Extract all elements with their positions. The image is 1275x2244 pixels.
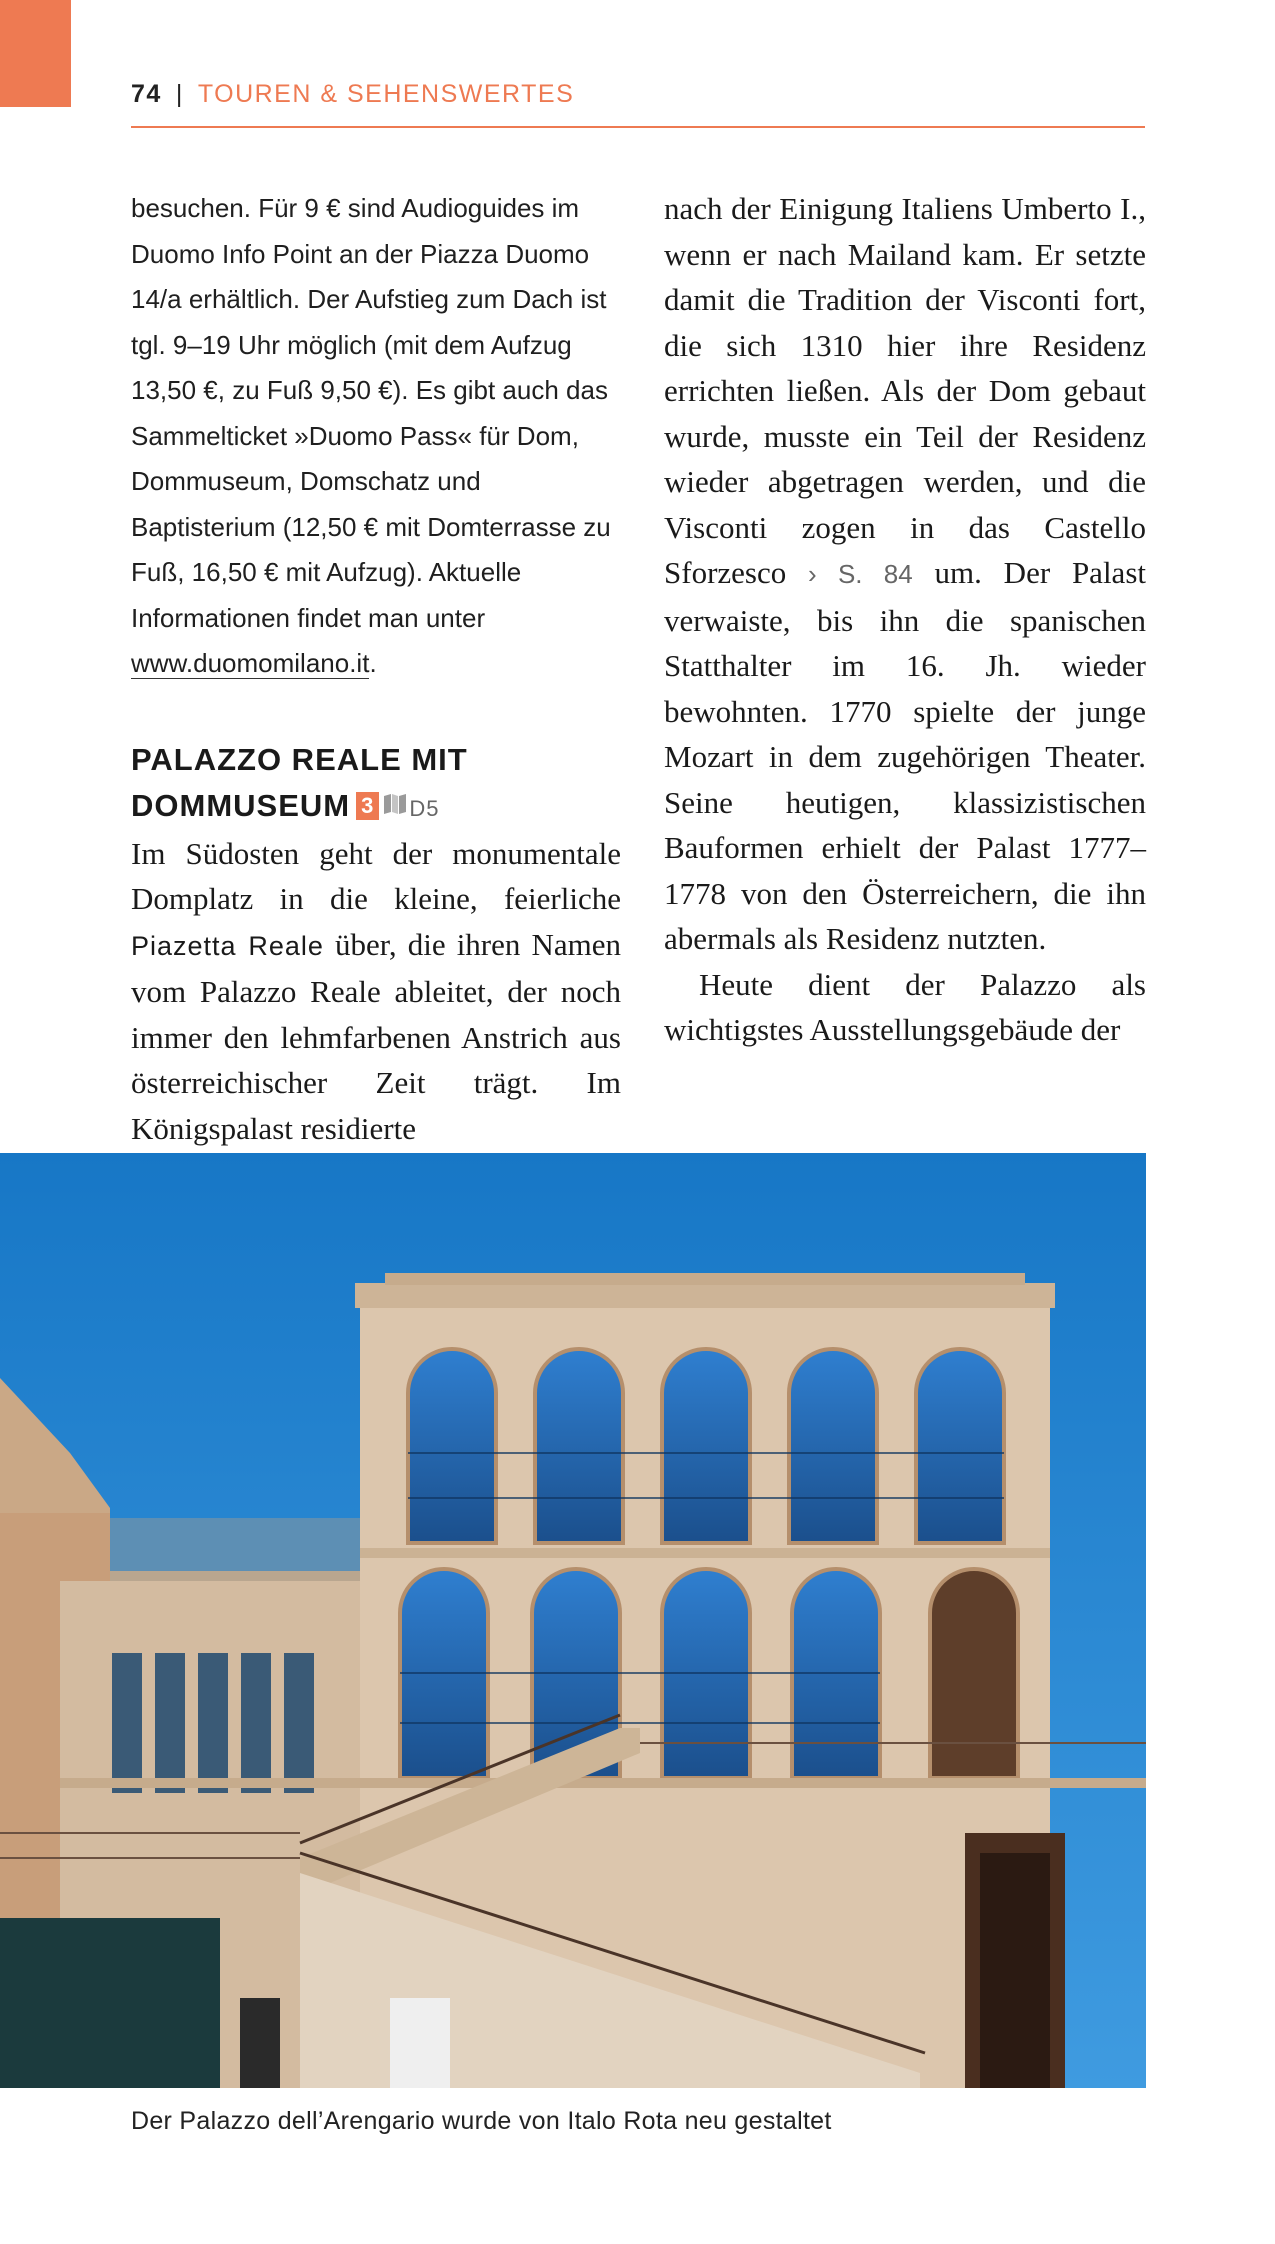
body-text: nach der Einigung Italiens Umberto I., wenn er nach Mailand kam. Er setzte damit die Tradition der Visconti fort, die sich 1310 hier ihre Residenz errichten ließen. Als der Dom gebaut wurde, musste ein Teil der Residenz wieder abgetragen werden, und die Visconti zogen in das Castello Sforzesco: [664, 191, 1146, 590]
body-paragraph-2: [664, 186, 1146, 962]
map-icon: [383, 782, 407, 827]
info-end: .: [369, 648, 377, 678]
grid-reference: D5: [409, 795, 440, 821]
body-paragraph: [131, 831, 621, 1152]
header-separator: |: [175, 80, 184, 108]
body-text: Im Südosten geht der monumentale Domplatz in die kleine, feierliche: [131, 835, 621, 916]
page-number: 74: [131, 80, 162, 108]
chapter-tab: [0, 0, 71, 107]
heading-line-1: PALAZZO REALE MIT: [131, 741, 468, 777]
body-text-continued: um. Der Palast verwaiste, bis ihn die spanischen Statthalter im 16. Jh. wieder bewohnten. 1770 spielte der junge Mozart in dem zugehörigen Theater. Seine heutigen, klassizistischen Bauformen erhielt der Palast 1777–1778 von den Österreichern, die ihn abermals als Residenz nutzten.: [664, 555, 1146, 956]
heading-text: DOMMUSEUM: [131, 787, 351, 823]
photo-caption: Der Palazzo dell’Arengario wurde von Italo Rota neu gestaltet: [131, 2107, 832, 2135]
left-column: [131, 186, 621, 1151]
section-title: TOUREN & SEHENSWERTES: [197, 80, 575, 108]
body-paragraph-3: Heute dient der Palazzo als wichtigstes Ausstellungsgebäude der: [664, 966, 1146, 1047]
place-name: Piazetta Reale: [131, 930, 324, 961]
heading-line-2: [131, 782, 621, 831]
section-heading: [131, 737, 621, 831]
right-column: [664, 186, 1146, 1053]
body-text-continued: über, die ihren Namen vom Palazzo Reale ableitet, der noch immer den lehmfarbenen Anstrich aus österreichischer Zeit trägt. Im Königspalast residierte: [131, 926, 621, 1146]
info-paragraph: [131, 186, 621, 687]
info-text: besuchen. Für 9 € sind Audioguides im Duomo Info Point an der Piazza Duomo 14/a erhältlich. Der Aufstieg zum Dach ist tgl. 9–19 Uhr möglich (mit dem Aufzug 13,50 €, zu Fuß 9,50 €). Es gibt auch das Sammelticket »Duomo Pass« für Dom, Dommuseum, Domschatz und Baptisterium (12,50 € mit Domterrasse zu Fuß, 16,50 € mit Aufzug). Aktuelle Informationen findet man unter: [131, 193, 611, 633]
palazzo-photo: [0, 1153, 1146, 2088]
map-marker-badge: 3: [356, 792, 379, 820]
page-reference[interactable]: › S. 84: [808, 559, 913, 589]
running-header: [131, 80, 1145, 128]
website-link[interactable]: www.duomomilano.it: [131, 648, 370, 678]
